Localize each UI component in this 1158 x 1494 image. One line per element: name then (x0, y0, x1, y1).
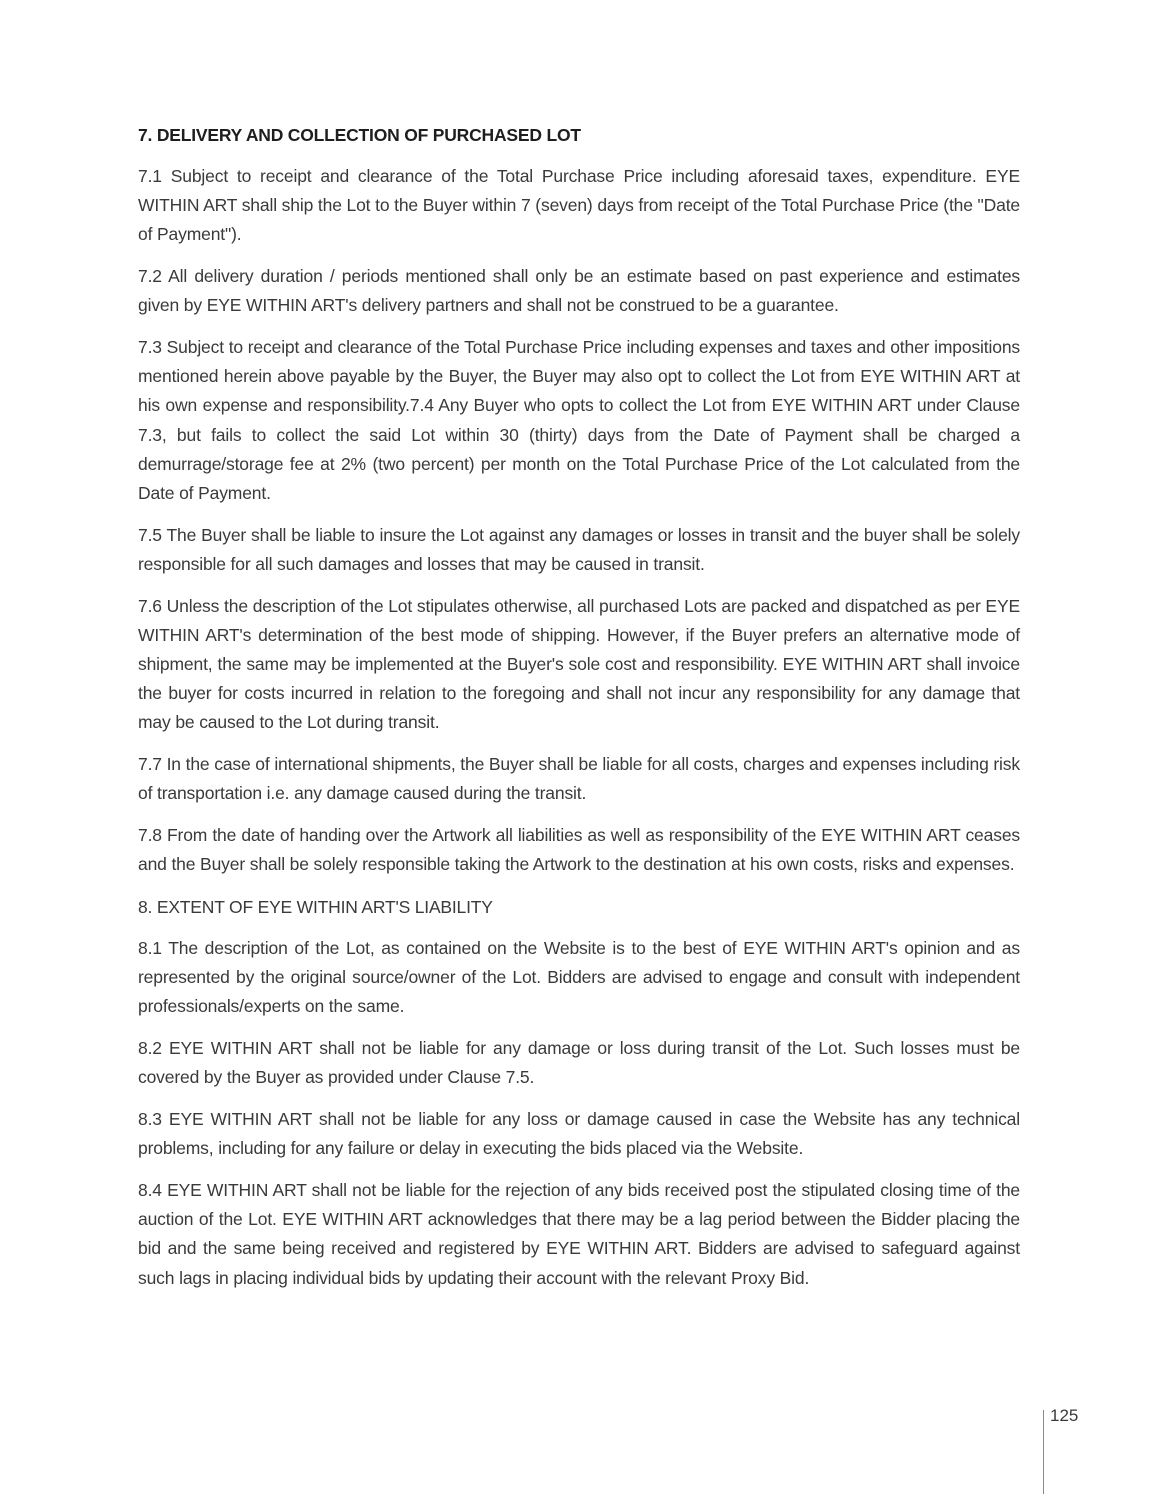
clause-8-2: 8.2 EYE WITHIN ART shall not be liable for any damage or loss during transit of the Lot. Such losses must be covered by the Buyer as provided under Clause 7.5. (138, 1038, 1020, 1088)
clause-7-7: 7.7 In the case of international shipments, the Buyer shall be liable for all costs, charges and expenses including risk of transportation i.e. any damage caused during the transit. (138, 754, 1020, 804)
clause-7-8: 7.8 From the date of handing over the Artwork all liabilities as well as responsibility of the EYE WITHIN ART ceases and the Buyer shall be solely responsible taking the Artwork to the destination at his own costs, risks and expenses. (138, 825, 1020, 875)
clause-7-6: 7.6 Unless the description of the Lot stipulates otherwise, all purchased Lots are packed and dispatched as per EYE WITHIN ART's determination of the best mode of shipping. However, if the Buyer prefers an alternative mode of shipment, the same may be implemented at the Buyer's sole cost and responsibility. EYE WITHIN ART shall invoice the buyer for costs incurred in relation to the foregoing and shall not incur any responsibility for any damage that may be caused to the Lot during transit. (138, 595, 1020, 733)
clause-8-4: 8.4 EYE WITHIN ART shall not be liable for the rejection of any bids received post the stipulated closing time of the auction of the Lot. EYE WITHIN ART acknowledges that there may be a lag period between the Bidder placing the bid and the same being received and registered by EYE WITHIN ART. Bidders are advised to safeguard against such lags in placing individual bids by updating their account with the relevant Proxy Bid. (138, 1179, 1020, 1288)
section-8-heading: 8. EXTENT OF EYE WITHIN ART'S LIABILITY (138, 896, 493, 917)
document-page (138, 120, 1020, 1305)
page-number-divider (1043, 1410, 1044, 1494)
clause-8-1: 8.1 The description of the Lot, as contained on the Website is to the best of EYE WITHIN ART's opinion and as represented by the original source/owner of the Lot. Bidders are advised to engage and consult with independent professionals/experts on the same. (138, 937, 1020, 1017)
section-7-heading: 7. DELIVERY AND COLLECTION OF PURCHASED LOT (138, 125, 581, 145)
clause-8-3: 8.3 EYE WITHIN ART shall not be liable for any loss or damage caused in case the Website has any technical problems, including for any failure or delay in executing the bids placed via the Website. (138, 1108, 1020, 1159)
clause-7-3: 7.3 Subject to receipt and clearance of the Total Purchase Price including expenses and taxes and other impositions mentioned herein above payable by the Buyer, the Buyer may also opt to collect the Lot from EYE WITHIN ART at his own expense and responsibility.7.4 Any Buyer who opts to collect the Lot from EYE WITHIN ART under Clause 7.3, but fails to collect the said Lot within 30 (thirty) days from the Date of Payment shall be charged a demurrage/storage fee at 2% (two percent) per month on the Total Purchase Price of the Lot calculated from the Date of Payment. (138, 337, 1020, 504)
page-number: 125 (1050, 1406, 1079, 1425)
clause-7-2: 7.2 All delivery duration / periods mentioned shall only be an estimate based on past experience and estimates given by EYE WITHIN ART's delivery partners and shall not be construed to be a guarantee. (138, 266, 1020, 316)
clause-7-5: 7.5 The Buyer shall be liable to insure the Lot against any damages or losses in transit and the buyer shall be solely responsible for all such damages and losses that may be caused in transit. (138, 524, 1020, 574)
clause-7-1: 7.1 Subject to receipt and clearance of the Total Purchase Price including aforesaid taxes, expenditure. EYE WITHIN ART shall ship the Lot to the Buyer within 7 (seven) days from receipt of the Total Purchase Price (the "Date of Payment"). (138, 166, 1020, 245)
